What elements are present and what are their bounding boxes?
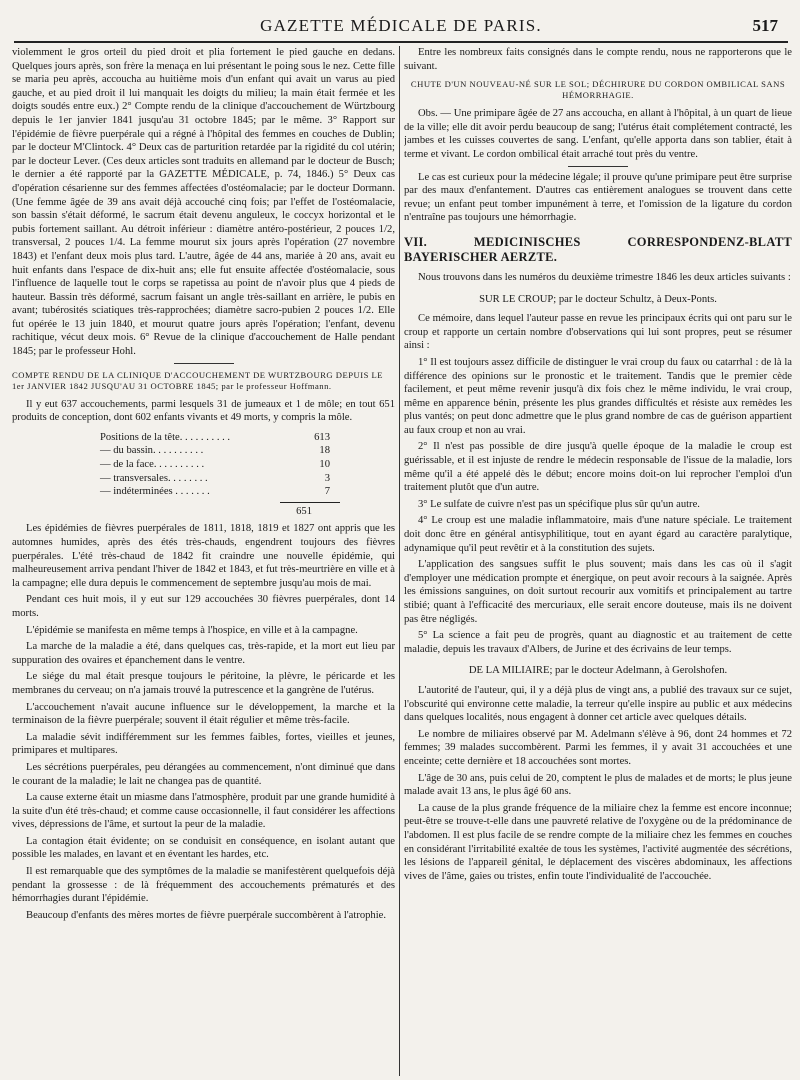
stats-row xyxy=(100,485,330,499)
stats-label: — transversales. . . . . . . . xyxy=(100,472,208,484)
right-column xyxy=(404,46,792,1076)
paragraph: 2° Il n'est pas possible de dire jusqu'à quelle époque de la maladie le croup est guérissable, et il est injuste de rendre le médecin responsable de l'issue de la maladie, lors même qu'il a été appelé dès le début; encore moins doit-on lui reprocher l'emploi d'un traitement plutôt que d'un autre. xyxy=(404,441,792,494)
paragraph: 3° Le sulfate de cuivre n'est pas un spécifique plus sûr qu'un autre. xyxy=(418,498,700,510)
paragraph: La contagion était évidente; on se conduisit en conséquence, en isolant autant que possible les malades, en lavant et en éventant les hardes, etc. xyxy=(12,835,395,861)
stats-label: — du bassin. . . . . . . . . . xyxy=(100,445,204,457)
paragraph: 5° La science a fait peu de progrès, quant au diagnostic et au traitement de cette maladie, depuis les travaux d'Albers, de Jurine et des écrivains de leur temps. xyxy=(404,630,792,655)
paragraph: La marche de la maladie a été, dans quelques cas, très-rapide, et la mort eut lieu par suppuration des ovaires et épanchement dans le ventre. xyxy=(12,641,395,666)
paragraph: Les sécrétions puerpérales, peu dérangées au commencement, n'ont diminué que dans le courant de la maladie; le lait ne changea pas de quantité. xyxy=(12,761,395,787)
paragraph: L'accouchement n'avait aucune influence sur le développement, la marche et la terminaison de la fièvre puerpérale; souvent il était régulier et même très-facile. xyxy=(12,701,395,727)
article-heading-miliaire: DE LA MILIAIRE; par le docteur Adelmann, à Gerolshofen. xyxy=(468,665,728,677)
stats-label: — indéterminées . . . . . . . xyxy=(100,486,210,498)
stats-row xyxy=(100,431,330,445)
page-number: 517 xyxy=(752,16,778,35)
paragraph: L'âge de 30 ans, puis celui de 20, comptent le plus de malades et de morts; le plus jeune malade avait 13 ans, le plus âgé 60 ans. xyxy=(404,772,792,798)
stats-value: 613 xyxy=(314,431,330,443)
sum-rule xyxy=(280,502,340,503)
paragraph: Entre les nombreux faits consignés dans le compte rendu, nous ne rapporterons que le suivant. xyxy=(404,47,792,72)
column-divider xyxy=(399,46,400,1076)
left-column xyxy=(12,46,395,1076)
statistics-table xyxy=(100,431,330,519)
paragraph: Ce mémoire, dans lequel l'auteur passe en revue les principaux écrits qui ont paru sur le croup et rapporte un certain nombre d'observations qui lui sont propres, peut se résumer ainsi : xyxy=(404,313,792,352)
paragraph: Obs. — Une primipare âgée de 27 ans accoucha, en allant à l'hôpital, à un quart de lieue de la ville; elle dit avoir perdu beaucoup de sang; l'utérus était complétement contracté, les jambes et les cuisses couvertes de sang. L'enfant, qu'elle apporta dans son tablier, était à terme et vivant. Le cordon ombilical était arraché tout près du ventre. xyxy=(404,108,792,160)
paragraph: La cause externe était un miasme dans l'atmosphère, produit par une grande humidité à la suite d'un été très-chaud; et comme cause occasionnelle, il faut considérer les affections vives, dépressions de l'âme, et surtout la peur de la maladie. xyxy=(12,792,395,831)
paragraph: Pendant ces huit mois, il y eut sur 129 accouchées 30 fièvres puerpérales, dont 14 morts. xyxy=(12,594,395,619)
paragraph: La cause de la plus grande fréquence de la miliaire chez la femme est encore inconnue; peut-être se trouve-t-elle dans une pauvreté relative de l'oxygène ou de la prédominance de l'abdomen. Il est plus facile de se rendre compte de la miliaire chez les femmes en couches en considérant l'irritabilité exaltée de tous les systèmes, l'activité augmentée des sécrétions, les lésions de l'appareil génital, le déplacement des viscères abdominaux, les affections vives de l'âme, gaies ou tristes, enfin toute l'individualité de l'accouchée. xyxy=(404,802,792,882)
stats-value: 7 xyxy=(324,486,330,498)
case-heading: CHUTE D'UN NOUVEAU-NÉ SUR LE SOL; DÉCHIRURE DU CORDON OMBILICAL SANS HÉMORRHAGIE. xyxy=(410,79,786,101)
paragraph: Les épidémies de fièvres puerpérales de 1811, 1818, 1819 et 1827 ont appris que les automnes humides, après des étés très-chauds, engendrent toujours des fièvres puerpérales. L'été très-chaud de 1842 fit craindre une nouvelle épidémie, qui malheureusement arriva pendant l'hiver de 1842 et 1843, et fut très-meurtrière en ville et à la campagne; elle dura depuis le commencement de septembre jusqu'au mois de mai. xyxy=(12,523,395,589)
article-heading-croup: SUR LE CROUP; par le docteur Schultz, à Deux-Ponts. xyxy=(479,293,717,305)
paragraph: Le cas est curieux pour la médecine légale; il prouve qu'une primipare peut être surprise par des maux d'enfantement. D'autres cas entièrement analogues se trouvent dans cette revue; un enfant peut tomber impunément à terre, et l'omission de la ligature du cordon n'entraîne pas toujours une hémorrhagie. xyxy=(404,171,792,224)
page-header xyxy=(14,10,788,40)
stats-value: 18 xyxy=(319,445,330,457)
paragraph: Il y eut 637 accouchements, parmi lesquels 31 de jumeaux et 1 de môle; en tout 651 produits de conception, dont 602 enfants vivants et 49 morts, y compris la môle. xyxy=(12,398,395,424)
paragraph: L'épidémie se manifesta en même temps à l'hospice, en ville et à la campagne. xyxy=(26,624,358,636)
journal-title: GAZETTE MÉDICALE DE PARIS. xyxy=(260,16,542,35)
stats-label: Positions de la tête. . . . . . . . . . xyxy=(100,431,231,443)
paragraph: Le nombre de miliaires observé par M. Adelmann s'élève à 96, dont 24 hommes et 72 femmes; 39 malades succombèrent. Parmi les femmes, il y avait 31 accouchées et une enceinte; cette dernière et 18 accouchées sont mortes. xyxy=(404,728,792,767)
header-rule xyxy=(14,41,788,43)
stats-row xyxy=(100,472,330,486)
paragraph: L'application des sangsues suffit le plus souvent; mais dans les cas où il s'agit d'employer une médication prompte et énergique, on peut avoir recours à la saignée. Après les émissions sanguines, on doit surtout recourir aux vomitifs et principalement au tartre stibié; quant à l'efficacité des mercuriaux, elle serait encore douteuse, mais ils ne doivent pas être négligés. xyxy=(404,559,792,625)
paragraph: Nous trouvons dans les numéros du deuxième trimestre 1846 les deux articles suivants : xyxy=(418,271,791,283)
stats-value: 10 xyxy=(319,459,330,471)
stats-label: — de la face. . . . . . . . . . xyxy=(100,459,205,471)
divider xyxy=(568,166,628,167)
stats-total xyxy=(100,505,330,519)
stats-row xyxy=(100,458,330,472)
paragraph: Le siége du mal était presque toujours le péritoine, la plèvre, le péricarde et les membranes du cerveau; on n'a jamais trouvé la putrescence et la gangrène de l'utérus. xyxy=(12,671,395,696)
section-title: VII. MEDICINISCHES CORRESPONDENZ-BLATT BAYERISCHER AERZTE. xyxy=(404,234,792,264)
stats-value: 3 xyxy=(324,472,330,484)
section-heading: COMPTE RENDU DE LA CLINIQUE D'ACCOUCHEMENT DE WURTZBOURG DEPUIS LE 1er JANVIER 1842 JUSQU'AU 31 OCTOBRE 1845; par le professeur Hoffmann. xyxy=(12,369,384,391)
paragraph: Beaucoup d'enfants des mères mortes de fièvre puerpérale succombèrent à l'atrophie. xyxy=(26,909,387,921)
paragraph: L'autorité de l'auteur, qui, il y a déjà plus de vingt ans, a publié des travaux sur ce sujet, l'obscurité qui environne cette maladie, la terreur qu'elle inspire au public et aux médecins dans quelques localités, nous engagent à donner cet article avec quelques détails. xyxy=(404,684,792,724)
paragraph: violemment le gros orteil du pied droit et plia fortement le pied gauche en dedans. Quelques jours après, son frère la menaça en lui présentant le poing sous le nez. Cette fille se maria peu après, accoucha au huitième mois d'un enfant qui avait un varus au pied gauche, et au pied droit il lui manquait les doigts du milieu; la main était fermée et les doigts soudés entre eux.) 2° Compte rendu de la clinique d'accouchement de Würtzbourg depuis le 1er janvier 1841 jusqu'au 31 octobre 1845; par le même. 3° Rapport sur l'épidémie de fièvre puerpérale qui a régné à l'hôpital des femmes en couches de Dublin; par le docteur M'Clintock. 4° Deux cas de parturition retardée par la rigidité du col utérin; par le docteur Lever. (Ces deux articles sont traduits en allemand par le docteur de Busch; le dernier a été rapporté par la GAZETTE MÉDICALE, p. 74, 1846.) 5° Deux cas d'opération césarienne sur des femmes affectées d'ostéomalacie; par le docteur Dormann. (Une femme âgée de 39 ans avait déjà accouché cinq fois; par l'effet de l'ostéomalacie, son bassin s'était déformé, le sacrum était devenu anguleux, le coccyx horizontal et le pubis fortement saillant. Au détroit inférieur : diamètre antéro-postérieur, 2 pouces 1/2, transversal, 2 pouces 1/4. La femme mourut six jours après l'opération (27 novembre 1843) et l'enfant deux mois plus tard. L'autre, âgée de 44 ans, mariée à 20 ans, avait eu huit enfants dans l'espace de dix-huit ans; elle fut ensuite affectée d'ostéomalacie, sous l'influence de laquelle tout le corps se rapetissa au point de n'avoir plus que 4 pieds de hauteur. Bassin très déformé, sacrum faisant un angle très-saillant en arrière, le pubis en avant; tubérosités sciatiques très-rapprochées; diamètre sacro-pubien 2 pouces 1/2. Elle fut opérée le 13 juin 1840, et mourut quatre jours après l'opération; l'enfant, devenu rachitique, vécut deux mois. 6° Revue de la clinique d'accouchement de Halle pendant 1845; par le professeur Hohl. xyxy=(12,47,395,358)
divider xyxy=(174,363,234,364)
paragraph: Il est remarquable que des symptômes de la maladie se manifestèrent quelquefois déjà pendant la grossesse : de là fréquemment des accouchements prématurés et des hémorrhagies durant l'épidémie. xyxy=(12,866,395,905)
paragraph: 4° Le croup est une maladie inflammatoire, mais d'une nature spéciale. Le traitement doit donc être en général antisyphilitique, tout en ayant égard au caractère paralytique, adynamique qu'il peut revêtir et à la constitution des sujets. xyxy=(404,515,792,554)
stats-total-value: 651 xyxy=(296,505,312,517)
stats-row xyxy=(100,444,330,458)
paragraph: 1° Il est toujours assez difficile de distinguer le vrai croup du faux ou catarrhal : de là la différence des opinions sur le pronostic et le traitement. Tandis que le premier cède facilement, et peut même revenir jusqu'à dix fois chez le même individu, le vrai croup, même en apparence bénin, présente les plus grandes difficultés et résiste aux remèdes les plus vantés; on peut donc admettre que le plus grand nombre de cas de guérison appartient au faux croup et non au vrai. xyxy=(404,356,792,436)
paragraph: La maladie sévit indifféremment sur les femmes faibles, fortes, vieilles et jeunes, primipares et multipares. xyxy=(12,731,395,757)
